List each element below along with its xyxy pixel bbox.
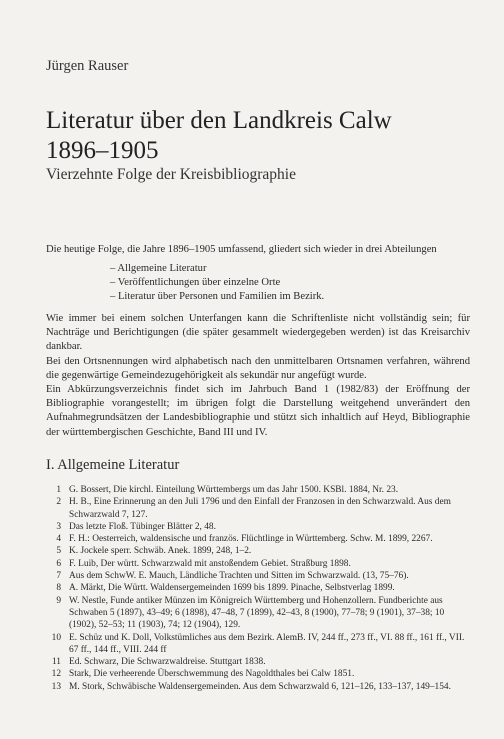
- paragraph: Bei den Ortsnennungen wird alphabetisch nach den unmittelbaren Ortsnamen verfahren, während die gegenwärtige Gemeindezugehörigkeit als sekundär nur angefügt wurde.: [46, 355, 470, 381]
- page-title: [46, 106, 392, 166]
- title-line-2: 1896–1905: [46, 137, 159, 164]
- reference-number: 13: [51, 681, 61, 692]
- reference-text: Ed. Schwarz, Die Schwarzwaldreise. Stuttgart 1838.: [69, 657, 266, 668]
- reference-item: [46, 582, 470, 594]
- reference-text: Das letzte Floß. Tübinger Blätter 2, 48.: [69, 521, 216, 532]
- section-heading: I. Allgemeine Literatur: [46, 457, 180, 473]
- reference-item: [46, 558, 470, 570]
- reference-text: Stark, Die verheerende Überschwemmung des Nagoldthales bei Calw 1851.: [69, 669, 355, 680]
- title-line-1: Literatur über den Landkreis Calw: [46, 107, 392, 134]
- reference-item: [46, 521, 470, 533]
- reference-number: 3: [56, 521, 61, 532]
- reference-item: [46, 570, 470, 582]
- reference-item: [46, 496, 470, 521]
- reference-item: [46, 545, 470, 557]
- reference-text: F. H.: Oesterreich, waldensische und französ. Flüchtlinge in Württemberg. Schw. M. 1899, 2267.: [69, 534, 433, 545]
- reference-item: [46, 681, 470, 693]
- reference-text: Aus dem SchwW. E. Mauch, Ländliche Trachten und Sitten im Schwarzwald. (13, 75–76).: [69, 571, 409, 582]
- body-paragraphs: [46, 312, 470, 440]
- reference-number: 4: [56, 534, 61, 545]
- reference-number: 11: [51, 657, 61, 668]
- reference-number: 12: [51, 669, 61, 680]
- division-item: – Literatur über Personen und Familien im Bezirk.: [110, 290, 470, 304]
- reference-number: 8: [56, 583, 61, 594]
- reference-text: W. Nestle, Funde antiker Münzen im Königreich Württemberg und Hohenzollern. Fundberichte aus Schwaben 5 (1897), 43–49; 6 (1898), 47–48, 7 (1899), 42–43, 8 (1900), 77–78; 9 (1901), 37–38; 10 (1902), 52–53; 11 (1903), 74; 12 (1904), 129.: [69, 595, 445, 631]
- division-item: – Veröffentlichungen über einzelne Orte: [110, 276, 470, 290]
- reference-number: 1: [56, 485, 61, 495]
- reference-number: 10: [51, 632, 61, 643]
- reference-text: M. Stork, Schwäbische Waldensergemeinden. Aus dem Schwarzwald 6, 121–126, 133–137, 149–154.: [69, 681, 451, 692]
- reference-text: F. Luib, Der württ. Schwarzwald mit anstoßendem Gebiet. Straßburg 1898.: [69, 558, 351, 569]
- reference-text: A. Märkt, Die Württ. Waldensergemeinden 1699 bis 1899. Pinache, Selbstverlag 1899.: [69, 583, 395, 594]
- page-subtitle: Vierzehnte Folge der Kreisbibliographie: [46, 166, 296, 183]
- intro-sentence: Die heutige Folge, die Jahre 1896–1905 umfassend, gliedert sich wieder in drei Abteilungen: [46, 244, 437, 255]
- reference-number: 5: [56, 546, 61, 557]
- author-name: Jürgen Rauser: [46, 58, 129, 74]
- reference-number: 6: [56, 558, 61, 569]
- reference-number: 2: [56, 497, 61, 508]
- reference-number: 7: [56, 571, 61, 582]
- reference-item: [46, 668, 470, 680]
- reference-item: [46, 656, 470, 668]
- paragraph: Ein Abkürzungsverzeichnis findet sich im Jahrbuch Band 1 (1982/83) der Eröffnung der Bibliographie vorangestellt; im übrigen folgt die Darstellung weitgehend unverändert den Aufnahmegrundsätzen der Landesbibliographie und stützt sich inhaltlich auf Heyd, Bibliographie der württembergischen Geschichte, Band III und IV.: [46, 384, 470, 438]
- paragraph: Wie immer bei einem solchen Unterfangen kann die Schriftenliste nicht vollständig sein; für Nachträge und Berichtigungen (die später gesammelt wiedergegeben werden) ist das Kreisarchiv dankbar.: [46, 313, 470, 353]
- reference-number: 9: [56, 595, 61, 606]
- division-item: – Allgemeine Literatur: [110, 262, 470, 276]
- reference-list: [46, 484, 470, 693]
- reference-text: H. B., Eine Erinnerung an den Juli 1796 und den Einfall der Franzosen in den Schwarzwald. Aus dem Schwarzwald 7, 127.: [69, 497, 451, 520]
- reference-text: K. Jockele sperr. Schwäb. Anek. 1899, 248, 1–2.: [69, 546, 252, 557]
- reference-text: E. Schüz und K. Doll, Volkstümliches aus dem Bezirk. AlemB. IV, 244 ff., 273 ff., VI. 88 ff., 161 ff., VII. 67 ff., 144 ff., VIII. 244 ff: [69, 632, 465, 655]
- reference-item: [46, 533, 470, 545]
- division-list: [110, 262, 470, 304]
- reference-item: [46, 632, 470, 657]
- reference-item: [46, 484, 470, 496]
- reference-text: G. Bossert, Die kirchl. Einteilung Württembergs um das Jahr 1500. KSBl. 1884, Nr. 23.: [69, 485, 399, 495]
- reference-item: [46, 595, 470, 632]
